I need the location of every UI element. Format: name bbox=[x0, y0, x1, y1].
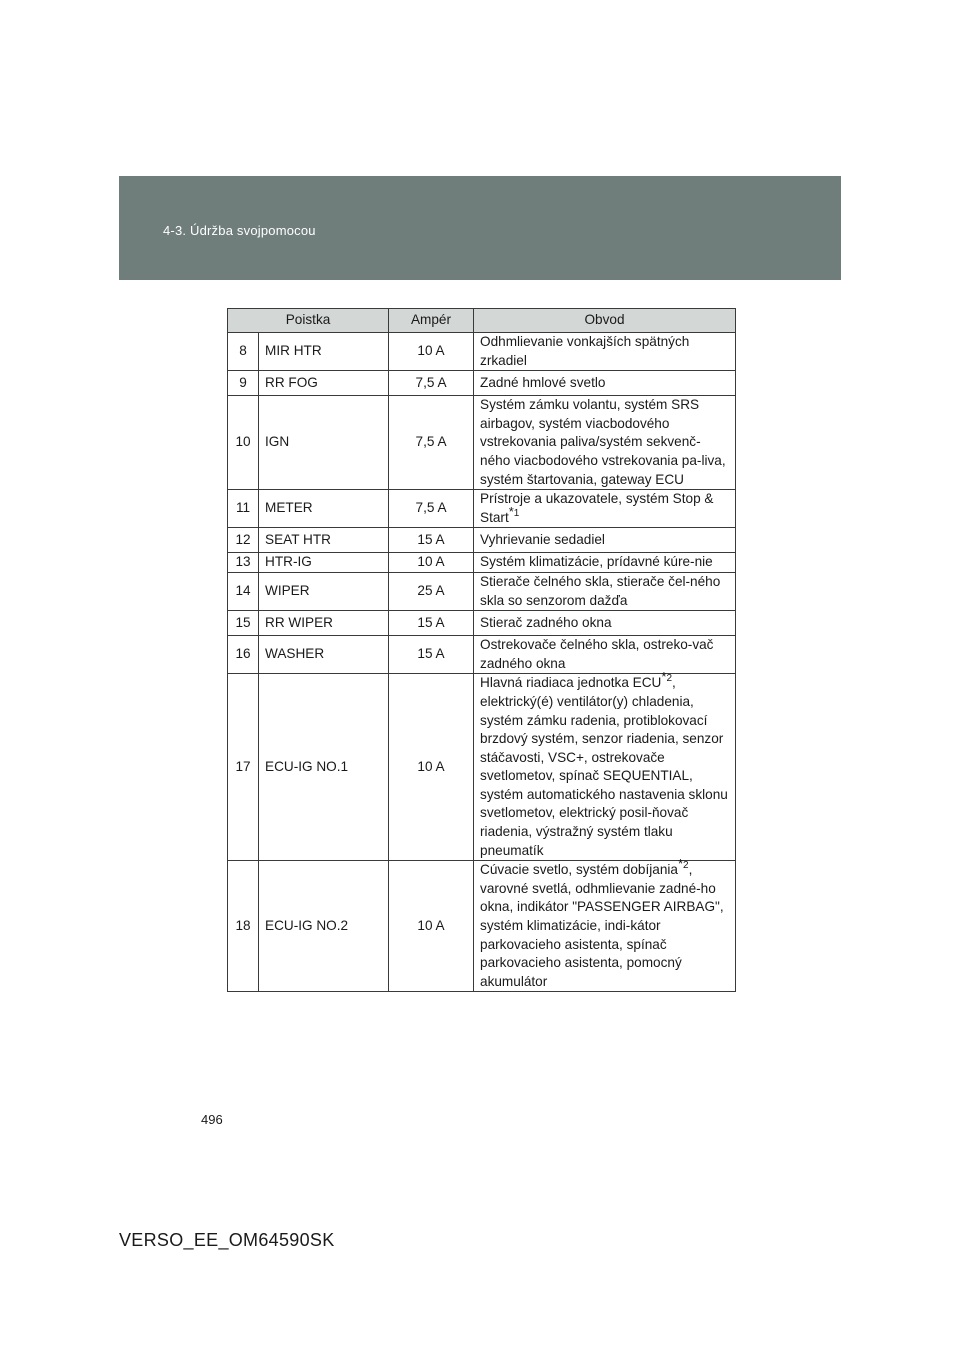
fuse-number: 17 bbox=[228, 674, 259, 861]
section-header-band bbox=[119, 176, 841, 280]
fuse-circuit bbox=[474, 856, 736, 992]
fuse-number: 15 bbox=[228, 611, 259, 636]
fuse-ampere: 15 A bbox=[389, 528, 474, 553]
fuse-name: RR WIPER bbox=[259, 611, 389, 636]
footnote-number: 1 bbox=[513, 507, 520, 519]
circuit-text: , elektrický(é) ventilátor(y) chladenia, systém zámku radenia, protiblokovací brzdový systém, senzor riadenia, senzor stáčavosti, VSC+, ostrekovače svetlometov, spínač SEQUENTIAL, systém automatického nastavenia sklonu svetlometov, elektrický posil-ňovač riadenia, výstražný systém tlaku pneumatík bbox=[480, 675, 728, 858]
column-header-circuit: Obvod bbox=[474, 309, 736, 333]
table-row bbox=[228, 674, 736, 861]
fuse-ampere: 10 A bbox=[389, 553, 474, 573]
footnote-number: 2 bbox=[683, 860, 689, 872]
footnote-star: * bbox=[661, 669, 667, 685]
fuse-number: 14 bbox=[228, 572, 259, 610]
fuse-number: 11 bbox=[228, 490, 259, 528]
footnote-mark bbox=[677, 856, 689, 872]
circuit-text: Cúvacie svetlo, systém dobíjania bbox=[480, 862, 678, 878]
fuse-ampere: 10 A bbox=[389, 333, 474, 371]
fuse-name: HTR-IG bbox=[259, 553, 389, 573]
fuse-circuit bbox=[474, 669, 736, 861]
fuse-ampere: 10 A bbox=[389, 861, 474, 992]
table-row bbox=[228, 553, 736, 573]
fuse-circuit bbox=[474, 490, 736, 528]
fuse-ampere: 10 A bbox=[389, 674, 474, 861]
fuse-ampere: 7,5 A bbox=[389, 371, 474, 396]
fuse-ampere: 7,5 A bbox=[389, 396, 474, 490]
footnote-mark bbox=[661, 669, 672, 685]
page-number: 496 bbox=[201, 1112, 223, 1127]
fuse-ampere: 7,5 A bbox=[389, 490, 474, 528]
table-row bbox=[228, 490, 736, 528]
fuse-circuit: Stierače čelného skla, stierače čel-ného skla so senzorom dažďa bbox=[474, 572, 736, 610]
table-row bbox=[228, 528, 736, 553]
fuse-number: 8 bbox=[228, 333, 259, 371]
column-header-ampere: Ampér bbox=[389, 309, 474, 333]
fuse-ampere: 15 A bbox=[389, 611, 474, 636]
fuse-ampere: 25 A bbox=[389, 572, 474, 610]
fuse-number: 13 bbox=[228, 553, 259, 573]
table-row bbox=[228, 333, 736, 371]
fuse-circuit: Odhmlievanie vonkajších spätných zrkadiel bbox=[474, 333, 736, 371]
footnote-star: * bbox=[677, 856, 684, 872]
circuit-text: Prístroje a ukazovatele, systém Stop & Start bbox=[480, 491, 714, 525]
table-row bbox=[228, 611, 736, 636]
fuse-circuit: Ostrekovače čelného skla, ostreko-vač zadného okna bbox=[474, 636, 736, 674]
fuse-name: ECU-IG NO.2 bbox=[259, 861, 389, 992]
footnote-mark bbox=[508, 503, 520, 519]
fuse-number: 9 bbox=[228, 371, 259, 396]
fuse-number: 16 bbox=[228, 636, 259, 674]
fuse-name: WIPER bbox=[259, 572, 389, 610]
fuse-name: WASHER bbox=[259, 636, 389, 674]
section-title: 4-3. Údržba svojpomocou bbox=[163, 223, 316, 238]
circuit-text: Hlavná riadiaca jednotka ECU bbox=[480, 675, 662, 691]
footnote-number: 2 bbox=[666, 673, 672, 685]
table-header-row bbox=[228, 309, 736, 333]
fuse-circuit: Zadné hmlové svetlo bbox=[474, 371, 736, 396]
fuse-number: 10 bbox=[228, 396, 259, 490]
circuit-text: , varovné svetlá, odhmlievanie zadné-ho okna, indikátor "PASSENGER AIRBAG", systém klimatizácie, indi-kátor parkovacieho asistenta, spínač parkovacieho asistenta, pomocný akumulátor bbox=[480, 862, 724, 989]
fuse-name: SEAT HTR bbox=[259, 528, 389, 553]
fuse-circuit: Vyhrievanie sedadiel bbox=[474, 528, 736, 553]
fuse-table bbox=[227, 308, 736, 992]
footnote-star: * bbox=[508, 503, 514, 519]
fuse-number: 18 bbox=[228, 861, 259, 992]
document-code: VERSO_EE_OM64590SK bbox=[119, 1230, 335, 1250]
column-header-fuse: Poistka bbox=[228, 309, 389, 333]
table-row bbox=[228, 396, 736, 490]
fuse-ampere: 15 A bbox=[389, 636, 474, 674]
fuse-circuit: Stierač zadného okna bbox=[474, 611, 736, 636]
fuse-name: ECU-IG NO.1 bbox=[259, 674, 389, 861]
fuse-name: METER bbox=[259, 490, 389, 528]
fuse-name: RR FOG bbox=[259, 371, 389, 396]
fuse-number: 12 bbox=[228, 528, 259, 553]
table-row bbox=[228, 371, 736, 396]
fuse-circuit: Systém klimatizácie, prídavné kúre-nie bbox=[474, 553, 736, 573]
fuse-name: MIR HTR bbox=[259, 333, 389, 371]
table-row bbox=[228, 572, 736, 610]
table-row bbox=[228, 861, 736, 992]
fuse-circuit: Systém zámku volantu, systém SRS airbagov, systém viacbodového vstrekovania paliva/systém sekvenč-ného viacbodového vstrekovania pa-liva, systém štartovania, gateway ECU bbox=[474, 396, 736, 490]
fuse-name: IGN bbox=[259, 396, 389, 490]
table-row bbox=[228, 636, 736, 674]
